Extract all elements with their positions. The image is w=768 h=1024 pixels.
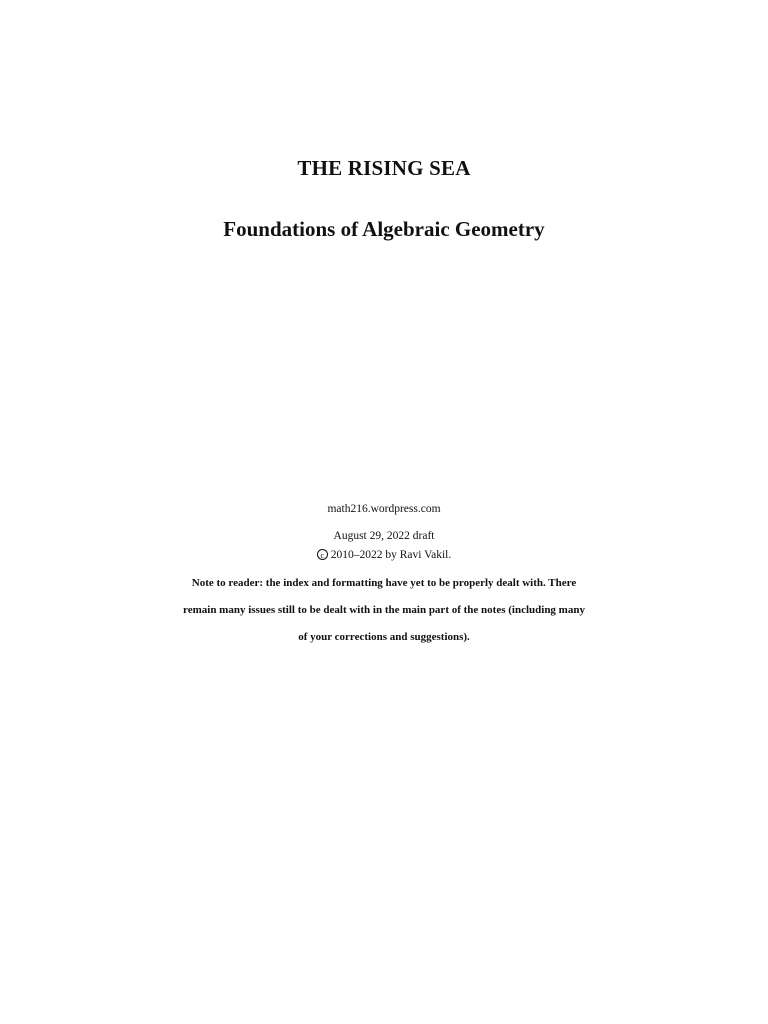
copyright-line bbox=[0, 549, 768, 561]
draft-date: August 29, 2022 draft bbox=[333, 530, 435, 542]
reader-note-line-1: Note to reader: the index and formatting have yet to be properly dealt with. There bbox=[191, 577, 577, 589]
book-subtitle: Foundations of Algebraic Geometry bbox=[223, 217, 545, 241]
copyright-icon: c bbox=[317, 549, 328, 560]
website-url: math216.wordpress.com bbox=[327, 503, 441, 515]
book-title: THE RISING SEA bbox=[297, 156, 471, 180]
copyright-text: 2010–2022 by Ravi Vakil. bbox=[330, 549, 452, 561]
reader-note-line-2: remain many issues still to be dealt with in the main part of the notes (including many bbox=[183, 604, 585, 616]
reader-note-line-3: of your corrections and suggestions). bbox=[298, 631, 470, 643]
